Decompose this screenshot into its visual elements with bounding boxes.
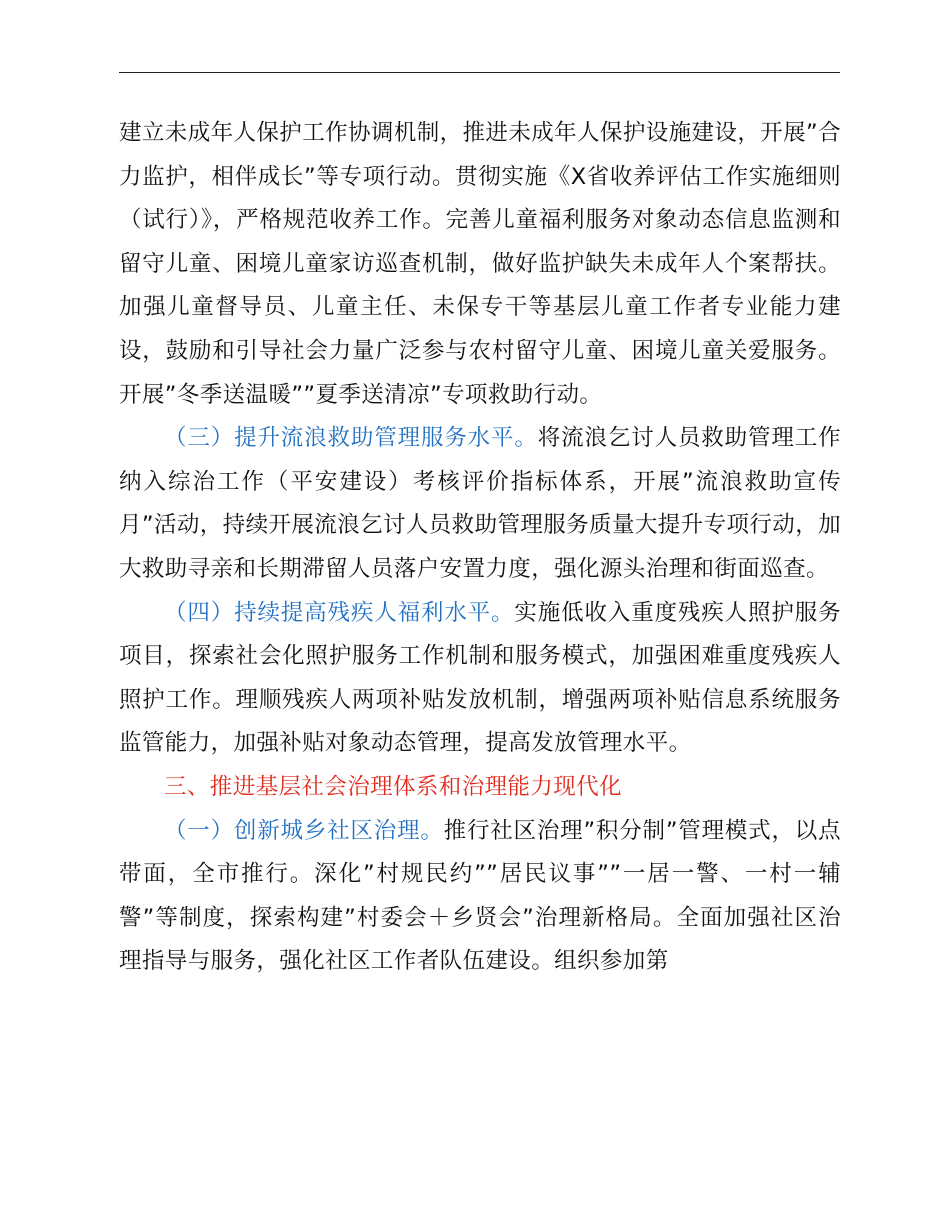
document-body (119, 112, 841, 984)
section-heading-grassroots-governance: 三、推进基层社会治理体系和治理能力现代化 (164, 773, 623, 800)
subheading-disabled-welfare: （四）持续提高残疾人福利水平。 (164, 599, 515, 626)
body-disabled-welfare: 实施低收入重度残疾人照护服务项目，探索社会化照护服务工作机制和服务模式，加强困难重度残疾人照护工作。理顺残疾人两项补贴发放机制，增强两项补贴信息系统服务监管能力，加强补贴对象动态管理，提高发放管理水平。 (119, 599, 841, 757)
body-community-governance: 推行社区治理”积分制”管理模式，以点带面，全市推行。深化”村规民约””居民议事””一居一警、一村一辅警”等制度，探索构建”村委会＋乡贤会”治理新格局。全面加强社区治理指导与服务，强化社区工作者队伍建设。组织参加第 (119, 817, 841, 975)
paragraph-vagrant-relief (119, 417, 841, 591)
paragraph-minor-protection: 建立未成年人保护工作协调机制，推进未成年人保护设施建设，开展”合力监护，相伴成长”等专项行动。贯彻实施《X省收养评估工作实施细则（试行）》，严格规范收养工作。完善儿童福利服务对象动态信息监测和留守儿童、困境儿童家访巡查机制，做好监护缺失未成年人个案帮扶。加强儿童督导员、儿童主任、未保专干等基层儿童工作者专业能力建设，鼓励和引导社会力量广泛参与农村留守儿童、困境儿童关爱服务。开展”冬季送温暖””夏季送清凉”专项救助行动。 (119, 120, 841, 408)
paragraph-disabled-welfare (119, 592, 841, 766)
header-rule (119, 72, 840, 73)
subheading-vagrant-relief: （三）提升流浪救助管理服务水平。 (164, 425, 538, 452)
subheading-community-governance: （一）创新城乡社区治理。 (164, 817, 444, 844)
paragraph-community-governance (119, 810, 841, 984)
body-vagrant-relief: 将流浪乞讨人员救助管理工作纳入综治工作（平安建设）考核评价指标体系，开展”流浪救助宣传月”活动，持续开展流浪乞讨人员救助管理服务质量大提升专项行动，加大救助寻亲和长期滞留人员落户安置力度，强化源头治理和街面巡查。 (119, 425, 842, 582)
